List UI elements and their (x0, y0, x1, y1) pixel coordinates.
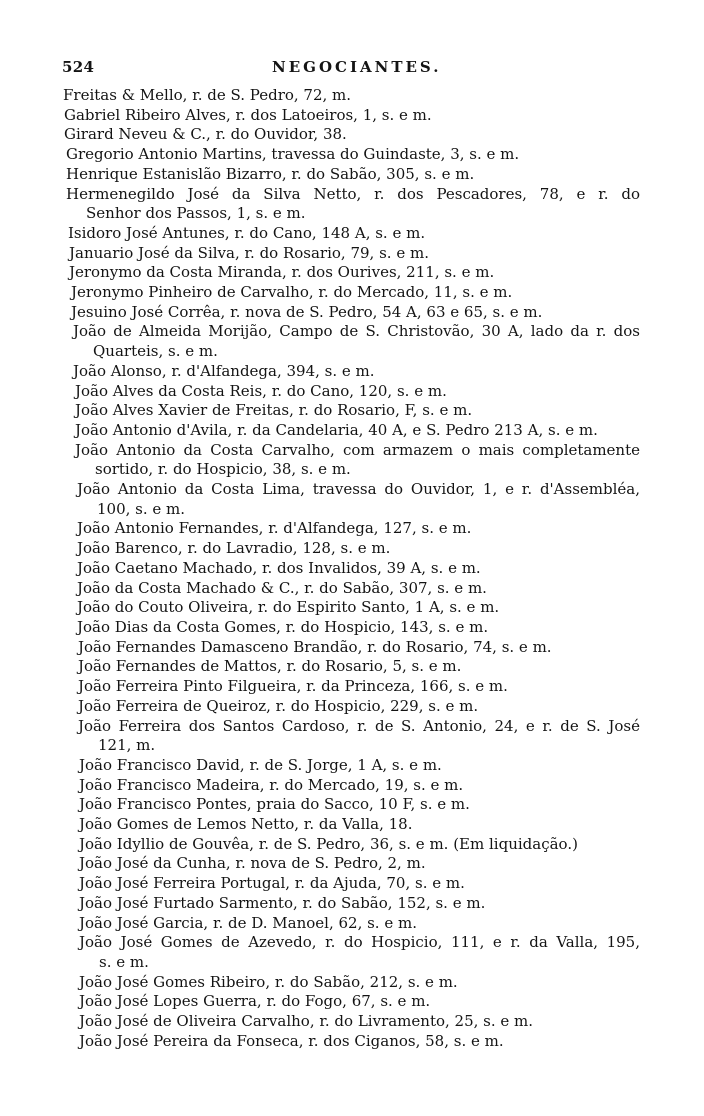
entry-line: João Ferreira de Queiroz, r. do Hospicio, 229, s. e m. (78, 696, 479, 715)
directory-entry (69, 263, 640, 283)
directory-entry (77, 579, 640, 599)
entry-line: João da Costa Machado & C., r. do Sabão, 307, s. e m. (77, 578, 487, 597)
entry-line: João Dias da Costa Gomes, r. do Hospicio, 143, s. e m. (77, 617, 489, 636)
entry-line: João Antonio da Costa Carvalho, com armazem o mais completamente (75, 440, 640, 459)
entry-line: João de Almeida Morijão, Campo de S. Christovão, 30 A, lado da r. dos (73, 322, 640, 341)
entry-line: Isidoro José Antunes, r. do Cano, 148 A, s. e m. (68, 223, 426, 242)
entry-line: João José Furtado Sarmento, r. do Sabão, 152, s. e m. (79, 893, 486, 912)
directory-entry (79, 1032, 640, 1052)
entry-line: Girard Neveu & C., r. do Ouvidor, 38. (64, 125, 347, 144)
entry-line: João José Lopes Guerra, r. do Fogo, 67, s. e m. (79, 992, 431, 1011)
entry-line: João José Pereira da Fonseca, r. dos Ciganos, 58, s. e m. (79, 1031, 504, 1050)
page-header (62, 58, 642, 80)
directory-entry (75, 441, 640, 480)
directory-entry (66, 185, 640, 224)
directory-entry (66, 145, 640, 165)
directory-entry (71, 303, 640, 323)
entry-line: João José de Oliveira Carvalho, r. do Livramento, 25, s. e m. (79, 1012, 534, 1031)
entry-list (0, 86, 704, 1051)
entry-continuation-line: Quarteis, s. e m. (93, 342, 218, 361)
entry-line: Gabriel Ribeiro Alves, r. dos Latoeiros, 1, s. e m. (64, 105, 432, 124)
directory-entry (77, 598, 640, 618)
directory-entry (79, 835, 640, 855)
directory-entry (73, 362, 640, 382)
entry-line: João José Gomes Ribeiro, r. do Sabão, 212, s. e m. (79, 972, 458, 991)
entry-line: João Francisco David, r. de S. Jorge, 1 A, s. e m. (79, 755, 442, 774)
entry-line: João Ferreira Pinto Filgueira, r. da Princeza, 166, s. e m. (78, 677, 508, 696)
directory-entry (79, 756, 640, 776)
directory-entry (79, 914, 640, 934)
directory-entry (78, 657, 640, 677)
directory-entry (68, 224, 640, 244)
directory-entry (64, 125, 640, 145)
directory-entry (63, 86, 640, 106)
entry-line: João Francisco Pontes, praia do Sacco, 10 F, s. e m. (79, 795, 470, 814)
directory-entry (77, 618, 640, 638)
directory-entry (77, 519, 640, 539)
entry-continuation-line: Senhor dos Passos, 1, s. e m. (86, 204, 306, 223)
directory-entry (79, 854, 640, 874)
section-title: NEGOCIANTES. (272, 58, 442, 76)
entry-line: João Francisco Madeira, r. do Mercado, 19, s. e m. (79, 775, 464, 794)
entry-line: Jeronymo da Costa Miranda, r. dos Ourives, 211, s. e m. (69, 263, 495, 282)
directory-entry (75, 421, 640, 441)
directory-entry (78, 717, 640, 756)
entry-line: Hermenegildo José da Silva Netto, r. dos Pescadores, 78, e r. do (66, 184, 640, 203)
directory-entry (64, 106, 640, 126)
directory-entry (79, 815, 640, 835)
directory-entry (79, 874, 640, 894)
directory-entry (79, 933, 640, 972)
entry-line: João Fernandes de Mattos, r. do Rosario, 5, s. e m. (78, 657, 462, 676)
directory-entry (78, 677, 640, 697)
entry-line: João José Garcia, r. de D. Manoel, 62, s. e m. (79, 913, 417, 932)
entry-line: João Caetano Machado, r. dos Invalidos, 39 A, s. e m. (77, 558, 481, 577)
entry-line: Januario José da Silva, r. do Rosario, 79, s. e m. (69, 243, 429, 262)
directory-entry (71, 283, 640, 303)
directory-entry (66, 165, 640, 185)
entry-line: Jesuino José Corrêa, r. nova de S. Pedro, 54 A, 63 e 65, s. e m. (71, 302, 543, 321)
directory-entry (75, 382, 640, 402)
entry-continuation-line: 100, s. e m. (97, 499, 186, 518)
entry-line: João Ferreira dos Santos Cardoso, r. de S. Antonio, 24, e r. de S. José (78, 716, 640, 735)
directory-entry (75, 401, 640, 421)
entry-line: João Alonso, r. d'Alfandega, 394, s. e m. (73, 361, 375, 380)
entry-continuation-line: s. e m. (99, 952, 149, 971)
entry-line: João Barenco, r. do Lavradio, 128, s. e m. (77, 539, 391, 558)
entry-line: João Alves Xavier de Freitas, r. do Rosario, F, s. e m. (75, 401, 473, 420)
directory-entry (78, 638, 640, 658)
directory-entry (77, 539, 640, 559)
entry-line: João José Ferreira Portugal, r. da Ajuda, 70, s. e m. (79, 874, 465, 893)
directory-entry (78, 697, 640, 717)
directory-entry (79, 795, 640, 815)
directory-entry (77, 480, 640, 519)
entry-line: João José Gomes de Azevedo, r. do Hospicio, 111, e r. da Valla, 195, (79, 933, 640, 952)
entry-line: Jeronymo Pinheiro de Carvalho, r. do Mercado, 11, s. e m. (71, 283, 513, 302)
directory-entry (79, 973, 640, 993)
entry-line: João Alves da Costa Reis, r. do Cano, 120, s. e m. (75, 381, 447, 400)
entry-line: João Gomes de Lemos Netto, r. da Valla, 18. (79, 815, 413, 834)
entry-line: João Antonio d'Avila, r. da Candelaria, 40 A, e S. Pedro 213 A, s. e m. (75, 420, 598, 439)
entry-continuation-line: sortido, r. do Hospicio, 38, s. e m. (95, 460, 351, 479)
entry-line: Gregorio Antonio Martins, travessa do Guindaste, 3, s. e m. (66, 145, 520, 164)
entry-line: Henrique Estanislão Bizarro, r. do Sabão, 305, s. e m. (66, 164, 475, 183)
directory-entry (69, 244, 640, 264)
entry-line: João Antonio Fernandes, r. d'Alfandega, 127, s. e m. (77, 519, 472, 538)
entry-line: Freitas & Mello, r. de S. Pedro, 72, m. (63, 86, 352, 104)
entry-line: João Antonio da Costa Lima, travessa do Ouvidor, 1, e r. d'Assembléa, (77, 480, 640, 499)
directory-entry (73, 322, 640, 361)
entry-continuation-line: 121, m. (98, 736, 156, 755)
directory-entry (77, 559, 640, 579)
entry-line: João do Couto Oliveira, r. do Espirito Santo, 1 A, s. e m. (77, 598, 500, 617)
entry-line: João José da Cunha, r. nova de S. Pedro, 2, m. (79, 854, 426, 873)
directory-entry (79, 992, 640, 1012)
directory-entry (79, 894, 640, 914)
entry-line: João Idyllio de Gouvêa, r. de S. Pedro, 36, s. e m. (Em liquidação.) (79, 834, 578, 853)
page-number: 524 (62, 58, 95, 76)
directory-entry (79, 1012, 640, 1032)
directory-entry (79, 776, 640, 796)
entry-line: João Fernandes Damasceno Brandão, r. do Rosario, 74, s. e m. (78, 637, 552, 656)
